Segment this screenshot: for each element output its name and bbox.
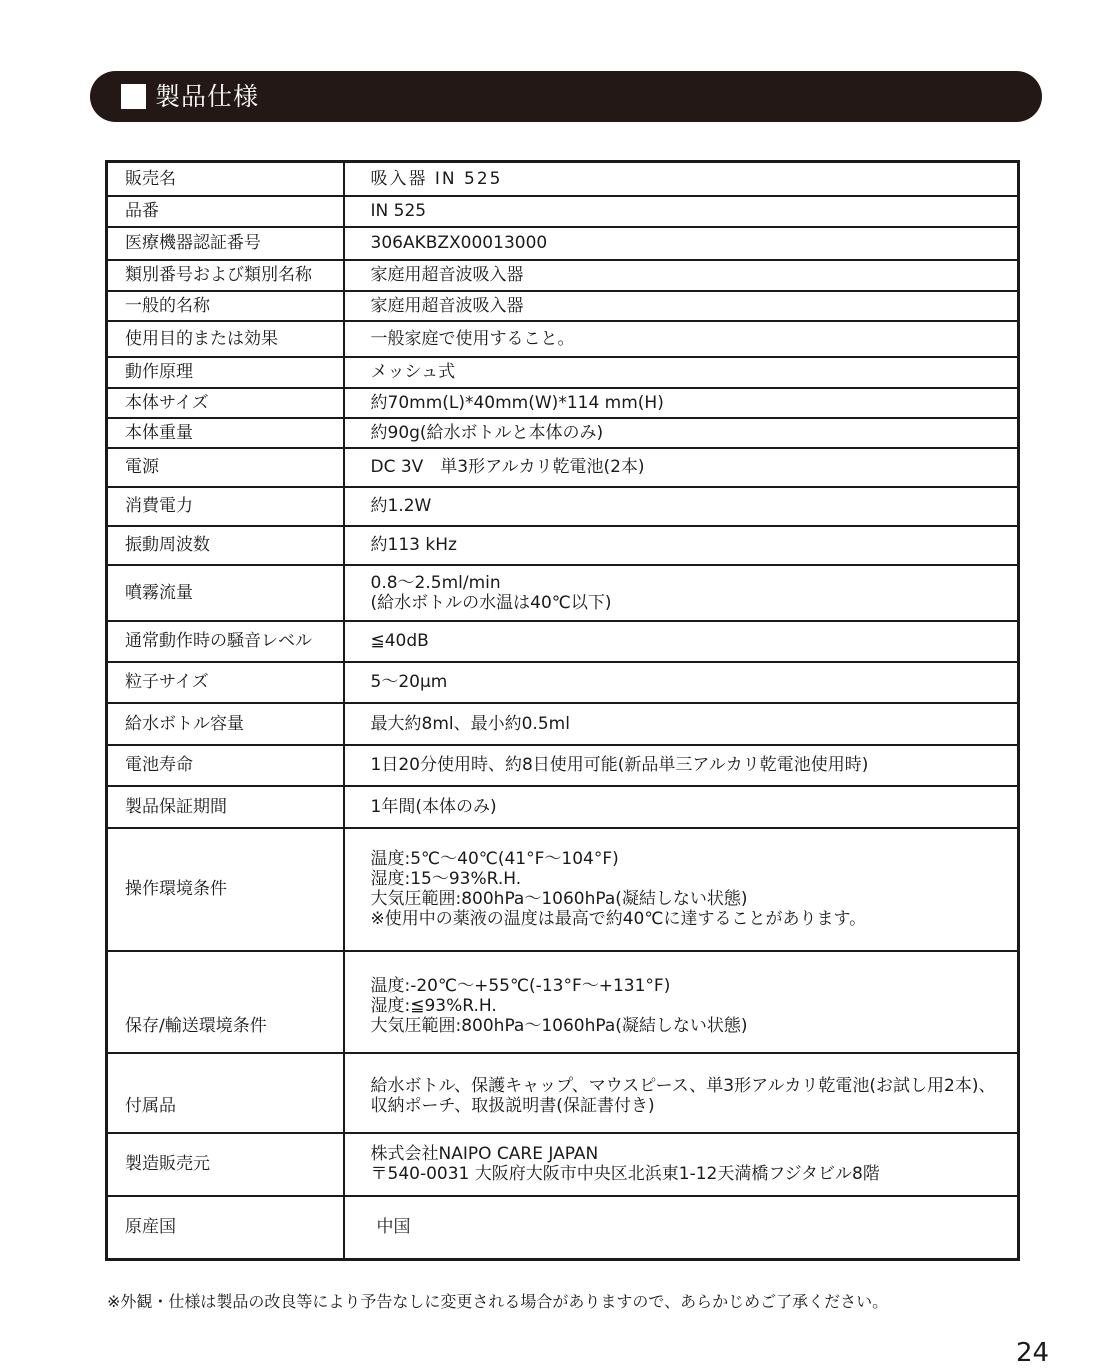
spec-row-battery-life bbox=[107, 745, 1019, 786]
square-bullet-icon bbox=[121, 84, 146, 109]
spec-label: 使用目的または効果 bbox=[107, 321, 344, 357]
spec-row-dimensions bbox=[107, 388, 1019, 418]
spec-label: 粒子サイズ bbox=[107, 662, 344, 703]
spec-row-accessories bbox=[107, 1053, 1019, 1133]
spec-value: 約113 kHz bbox=[344, 526, 1019, 565]
disclaimer-note: ※外観・仕様は製品の改良等により予告なしに変更される場合がありますので、あらかじめご了承ください。 bbox=[107, 1292, 889, 1311]
spec-value: 0.8〜2.5ml/min (給水ボトルの水温は40℃以下) bbox=[344, 565, 1019, 621]
spec-label: 一般的名称 bbox=[107, 291, 344, 321]
spec-row-operating-principle bbox=[107, 357, 1019, 388]
spec-value: 吸入器 IN 525 bbox=[344, 162, 1019, 196]
spec-label: 医療機器認証番号 bbox=[107, 227, 344, 260]
spec-value: 温度:-20℃〜+55℃(-13°F〜+131°F) 湿度:≦93%R.H. 大気圧範囲:800hPa〜1060hPa(凝結しない状態) bbox=[344, 951, 1019, 1053]
spec-value: 家庭用超音波吸入器 bbox=[344, 260, 1019, 291]
spec-row-intended-use bbox=[107, 321, 1019, 357]
spec-row-nebulization-rate bbox=[107, 565, 1019, 621]
spec-value: 中国 bbox=[344, 1196, 1019, 1260]
spec-label: 給水ボトル容量 bbox=[107, 703, 344, 745]
spec-row-category bbox=[107, 260, 1019, 291]
section-title: 製品仕様 bbox=[155, 82, 260, 111]
spec-label: 本体サイズ bbox=[107, 388, 344, 418]
spec-row-bottle-capacity bbox=[107, 703, 1019, 745]
spec-row-power-consumption bbox=[107, 487, 1019, 526]
spec-row-model-number bbox=[107, 196, 1019, 227]
spec-row-generic-name bbox=[107, 291, 1019, 321]
spec-row-power-source bbox=[107, 448, 1019, 487]
spec-label: 通常動作時の騒音レベル bbox=[107, 621, 344, 662]
spec-label: 原産国 bbox=[107, 1196, 344, 1260]
spec-label: 製品保証期間 bbox=[107, 786, 344, 828]
spec-table bbox=[105, 160, 1020, 1261]
spec-value: ≦40dB bbox=[344, 621, 1019, 662]
spec-value: 株式会社NAIPO CARE JAPAN 〒540-0031 大阪府大阪市中央区北浜東1-12天満橋フジタビル8階 bbox=[344, 1133, 1019, 1196]
spec-label: 電池寿命 bbox=[107, 745, 344, 786]
spec-value: 家庭用超音波吸入器 bbox=[344, 291, 1019, 321]
spec-value: 306AKBZX00013000 bbox=[344, 227, 1019, 260]
spec-label: 操作環境条件 bbox=[107, 828, 344, 951]
spec-row-operating-environment bbox=[107, 828, 1019, 951]
page-number: 24 bbox=[1016, 1338, 1050, 1368]
spec-row-weight bbox=[107, 418, 1019, 448]
spec-label: 電源 bbox=[107, 448, 344, 487]
spec-value: IN 525 bbox=[344, 196, 1019, 227]
spec-label: 消費電力 bbox=[107, 487, 344, 526]
spec-row-warranty bbox=[107, 786, 1019, 828]
spec-row-manufacturer bbox=[107, 1133, 1019, 1196]
spec-label: 類別番号および類別名称 bbox=[107, 260, 344, 291]
spec-label: 振動周波数 bbox=[107, 526, 344, 565]
spec-value: 約1.2W bbox=[344, 487, 1019, 526]
spec-row-certification-number bbox=[107, 227, 1019, 260]
spec-value: 最大約8ml、最小約0.5ml bbox=[344, 703, 1019, 745]
spec-row-country-of-origin bbox=[107, 1196, 1019, 1260]
spec-value: 温度:5℃〜40℃(41°F〜104°F) 湿度:15〜93%R.H. 大気圧範囲:800hPa〜1060hPa(凝結しない状態) ※使用中の薬液の温度は最高で約40℃に達することがあります。 bbox=[344, 828, 1019, 951]
spec-label: 付属品 bbox=[107, 1053, 344, 1133]
spec-value: 給水ボトル、保護キャップ、マウスピース、単3形アルカリ乾電池(お試し用2本)、 収納ポーチ、取扱説明書(保証書付き) bbox=[344, 1053, 1019, 1133]
spec-value: 約90g(給水ボトルと本体のみ) bbox=[344, 418, 1019, 448]
spec-row-storage-environment bbox=[107, 951, 1019, 1053]
section-header bbox=[90, 71, 1042, 122]
spec-label: 品番 bbox=[107, 196, 344, 227]
spec-value: 1年間(本体のみ) bbox=[344, 786, 1019, 828]
spec-row-noise-level bbox=[107, 621, 1019, 662]
spec-value: 5〜20μm bbox=[344, 662, 1019, 703]
spec-row-product-name bbox=[107, 162, 1019, 196]
spec-label: 本体重量 bbox=[107, 418, 344, 448]
spec-label: 保存/輸送環境条件 bbox=[107, 951, 344, 1053]
spec-value: メッシュ式 bbox=[344, 357, 1019, 388]
spec-value: 一般家庭で使用すること。 bbox=[344, 321, 1019, 357]
spec-value: 1日20分使用時、約8日使用可能(新品単三アルカリ乾電池使用時) bbox=[344, 745, 1019, 786]
spec-label: 噴霧流量 bbox=[107, 565, 344, 621]
spec-value: DC 3V 単3形アルカリ乾電池(2本) bbox=[344, 448, 1019, 487]
spec-row-particle-size bbox=[107, 662, 1019, 703]
spec-label: 製造販売元 bbox=[107, 1133, 344, 1196]
spec-label: 動作原理 bbox=[107, 357, 344, 388]
spec-label: 販売名 bbox=[107, 162, 344, 196]
spec-value: 約70mm(L)*40mm(W)*114 mm(H) bbox=[344, 388, 1019, 418]
spec-row-vibration-frequency bbox=[107, 526, 1019, 565]
